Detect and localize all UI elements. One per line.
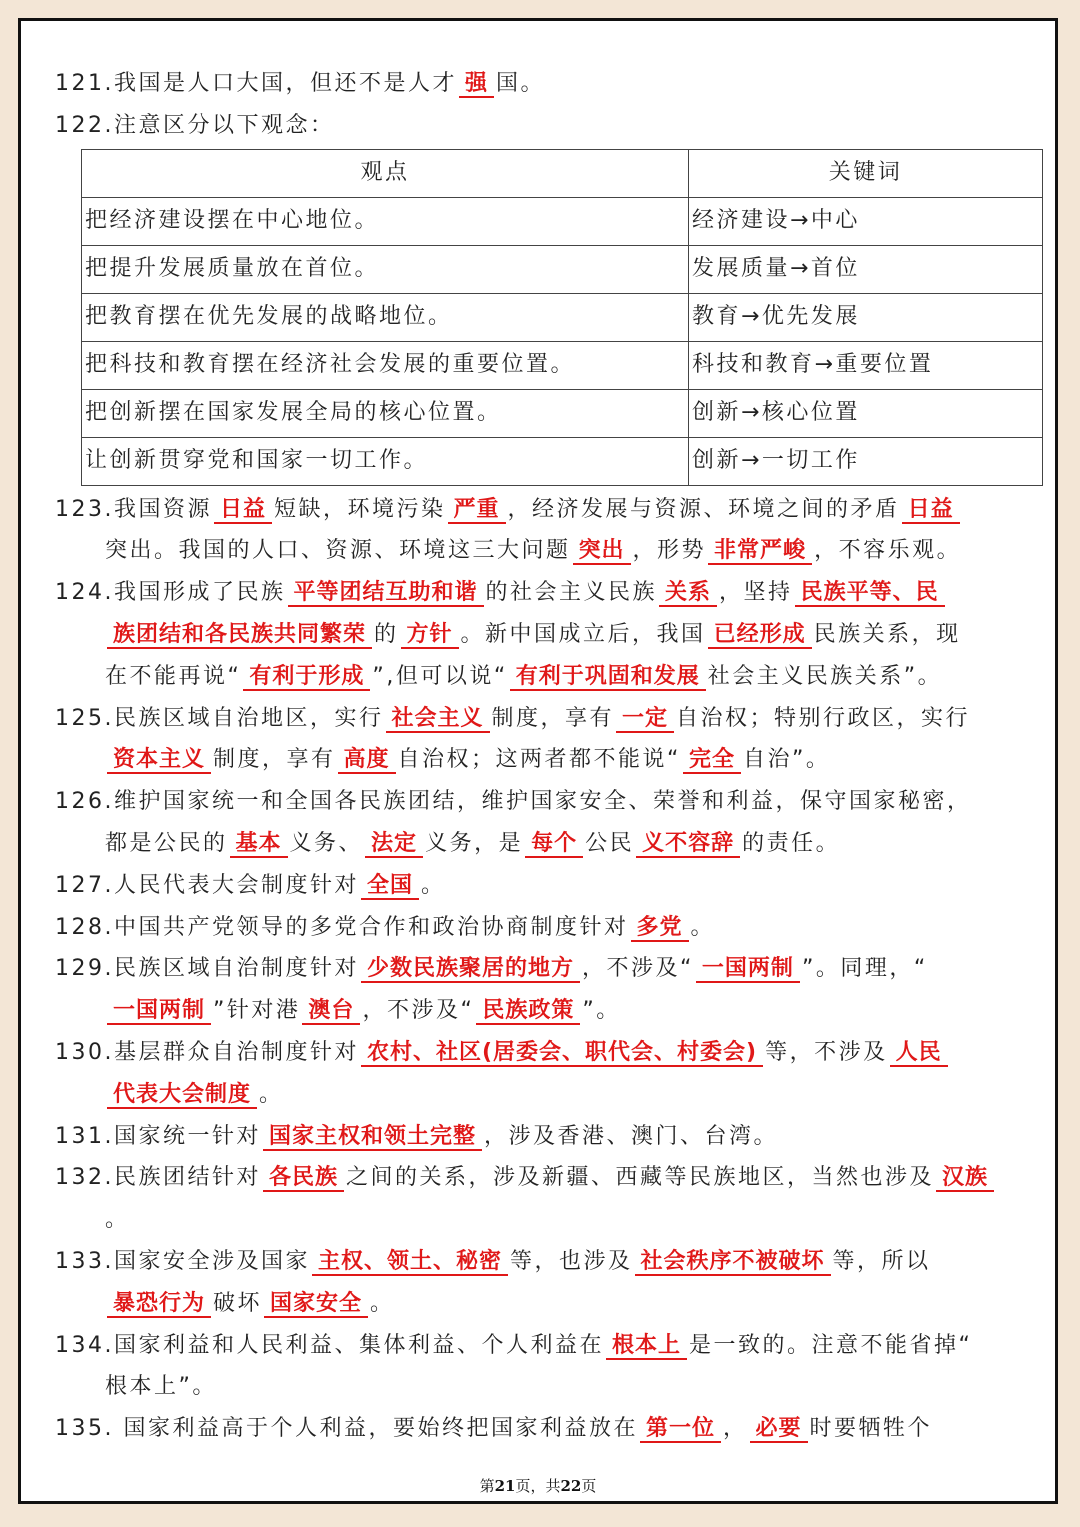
item-122: 122.注意区分以下观念： xyxy=(55,112,335,138)
answer-blank: 有利于巩固和发展 xyxy=(510,664,706,691)
page-number: 21 xyxy=(494,1477,516,1495)
page-total: 22 xyxy=(560,1477,582,1495)
answer-blank: 基本 xyxy=(230,831,288,858)
answer-blank: 严重 xyxy=(448,497,506,524)
answer-blank: 多党 xyxy=(631,915,689,942)
answer-blank: 关系 xyxy=(659,580,717,607)
answer-blank: 法定 xyxy=(365,831,423,858)
answer-blank: 汉族 xyxy=(936,1165,994,1192)
answer-blank: 日益 xyxy=(902,497,960,524)
table-cell: 把提升发展质量放在首位。 xyxy=(82,245,689,293)
item-121: 121.我国是人口大国，但还不是人才 强 国。 xyxy=(55,71,546,96)
item-129-cont: 一国两制 ”针对港 澳台 ，不涉及“ 民族政策 ”。 xyxy=(55,990,1035,1032)
item-132-cont: 。 xyxy=(105,1207,130,1233)
item-126-cont: 都是公民的 基本 义务、 法定 义务，是 每个 公民 义不容辞 的责任。 xyxy=(105,830,841,856)
answer-blank: 突出 xyxy=(573,538,631,565)
answer-blank: 有利于形成 xyxy=(243,664,370,691)
answer-blank: 平等团结互助和谐 xyxy=(288,580,484,607)
item-131: 131.国家统一针对 国家主权和领土完整 ，涉及香港、澳门、台湾。 xyxy=(55,1123,779,1149)
answer-blank: 全国 xyxy=(361,873,419,900)
answer-blank: 人民 xyxy=(890,1040,948,1067)
item-132: 132.民族团结针对 各民族 之间的关系，涉及新疆、西藏等民族地区，当然也涉及 汉族 xyxy=(55,1157,1035,1199)
item-133-cont: 暴恐行为 破坏 国家安全 。 xyxy=(55,1283,1035,1325)
item-123-cont: 突出。我国的人口、资源、环境这三大问题 突出 ，形势 非常严峻 ，不容乐观。 xyxy=(105,538,962,564)
answer-blank: 第一位 xyxy=(640,1416,721,1443)
item-125: 125.民族区域自治地区，实行 社会主义 制度，享有 一定 自治权；特别行政区，实行 xyxy=(55,705,971,731)
answer-blank: 高度 xyxy=(338,747,396,774)
item-129: 129.民族区域自治制度针对 少数民族聚居的地方 ，不涉及“ 一国两制 ”。同理，“ xyxy=(55,956,928,982)
answer-blank: 一定 xyxy=(616,706,674,733)
table-cell: 科技和教育→重要位置 xyxy=(689,341,1043,389)
answer-blank: 已经形成 xyxy=(708,622,812,649)
answer-blank: 族团结和各民族共同繁荣 xyxy=(107,622,372,649)
answer-blank: 每个 xyxy=(525,831,583,858)
table-cell: 创新→核心位置 xyxy=(689,389,1043,437)
item-128: 128.中国共产党领导的多党合作和政治协商制度针对 多党 。 xyxy=(55,914,716,940)
item-130-cont: 代表大会制度 。 xyxy=(55,1074,1035,1116)
item-130: 130.基层群众自治制度针对 农村、社区(居委会、职代会、村委会) 等，不涉及 人民 xyxy=(55,1032,1035,1074)
item-134-cont: 根本上”。 xyxy=(105,1374,217,1400)
answer-blank: 一国两制 xyxy=(696,956,800,983)
page-footer: 第21页，共22页 xyxy=(479,1477,597,1495)
table-cell: 创新→一切工作 xyxy=(689,437,1043,485)
table-cell: 把经济建设摆在中心地位。 xyxy=(82,197,689,245)
item-133: 133.国家安全涉及国家 主权、领土、秘密 等，也涉及 社会秩序不被破坏 等，所以 xyxy=(55,1248,931,1274)
item-123: 123.我国资源 日益 短缺，环境污染 严重 ，经济发展与资源、环境之间的矛盾 日益 xyxy=(55,489,1035,531)
answer-blank: 国家主权和领土完整 xyxy=(263,1124,482,1151)
answer-blank: 少数民族聚居的地方 xyxy=(361,956,580,983)
answer-blank: 各民族 xyxy=(263,1165,344,1192)
answer-blank: 民族政策 xyxy=(476,998,580,1025)
table-cell: 发展质量→首位 xyxy=(689,245,1043,293)
table-row xyxy=(82,293,1043,341)
answer-blank: 非常严峻 xyxy=(708,538,812,565)
answer-blank: 强 xyxy=(459,71,494,98)
item-134: 134.国家利益和人民利益、集体利益、个人利益在 根本上 是一致的。注意不能省掉“ xyxy=(55,1332,973,1358)
answer-blank: 日益 xyxy=(214,497,272,524)
answer-blank: 资本主义 xyxy=(107,747,211,774)
answer-blank: 澳台 xyxy=(302,998,360,1025)
answer-blank: 主权、领土、秘密 xyxy=(312,1249,508,1276)
table-row xyxy=(82,341,1043,389)
table-header: 观点 xyxy=(82,149,689,197)
page-content xyxy=(55,63,1035,1450)
table-header-row xyxy=(82,149,1043,197)
table-cell: 经济建设→中心 xyxy=(689,197,1043,245)
table-cell: 让创新贯穿党和国家一切工作。 xyxy=(82,437,689,485)
table-cell: 把创新摆在国家发展全局的核心位置。 xyxy=(82,389,689,437)
answer-blank: 必要 xyxy=(750,1416,808,1443)
item-124-cont2: 在不能再说“ 有利于形成 ”,但可以说“ 有利于巩固和发展 社会主义民族关系”。 xyxy=(105,663,943,689)
concept-table xyxy=(81,149,1043,486)
item-126: 126.维护国家统一和全国各民族团结，维护国家安全、荣誉和利益，保守国家秘密， xyxy=(55,789,972,815)
answer-blank: 社会主义 xyxy=(386,706,490,733)
item-124-cont: 族团结和各民族共同繁荣 的 方针 。新中国成立后，我国 已经形成 民族关系，现 xyxy=(55,614,1035,656)
table-cell: 把科技和教育摆在经济社会发展的重要位置。 xyxy=(82,341,689,389)
document-page xyxy=(18,18,1058,1504)
table-header: 关键词 xyxy=(689,149,1043,197)
table-row xyxy=(82,389,1043,437)
answer-blank: 方针 xyxy=(401,622,459,649)
table-cell: 教育→优先发展 xyxy=(689,293,1043,341)
answer-blank: 完全 xyxy=(683,747,741,774)
answer-blank: 农村、社区(居委会、职代会、村委会) xyxy=(361,1040,763,1067)
answer-blank: 一国两制 xyxy=(107,998,211,1025)
answer-blank: 暴恐行为 xyxy=(107,1291,211,1318)
answer-blank: 国家安全 xyxy=(264,1291,368,1318)
table-row xyxy=(82,245,1043,293)
answer-blank: 根本上 xyxy=(606,1333,687,1360)
answer-blank: 民族平等、民 xyxy=(795,580,945,607)
answer-blank: 义不容辞 xyxy=(636,831,740,858)
table-row xyxy=(82,437,1043,485)
item-135: 135. 国家利益高于个人利益，要始终把国家利益放在 第一位 ， 必要 时要牺牲个 xyxy=(55,1416,933,1442)
item-127: 127.人民代表大会制度针对 全国 。 xyxy=(55,872,446,898)
answer-blank: 代表大会制度 xyxy=(107,1082,257,1109)
answer-blank: 社会秩序不被破坏 xyxy=(635,1249,831,1276)
table-row xyxy=(82,197,1043,245)
item-124: 124.我国形成了民族 平等团结互助和谐 的社会主义民族 关系 ，坚持 民族平等、民 xyxy=(55,572,1035,614)
item-125-cont: 资本主义 制度，享有 高度 自治权；这两者都不能说“ 完全 自治”。 xyxy=(55,739,1035,781)
table-cell: 把教育摆在优先发展的战略地位。 xyxy=(82,293,689,341)
